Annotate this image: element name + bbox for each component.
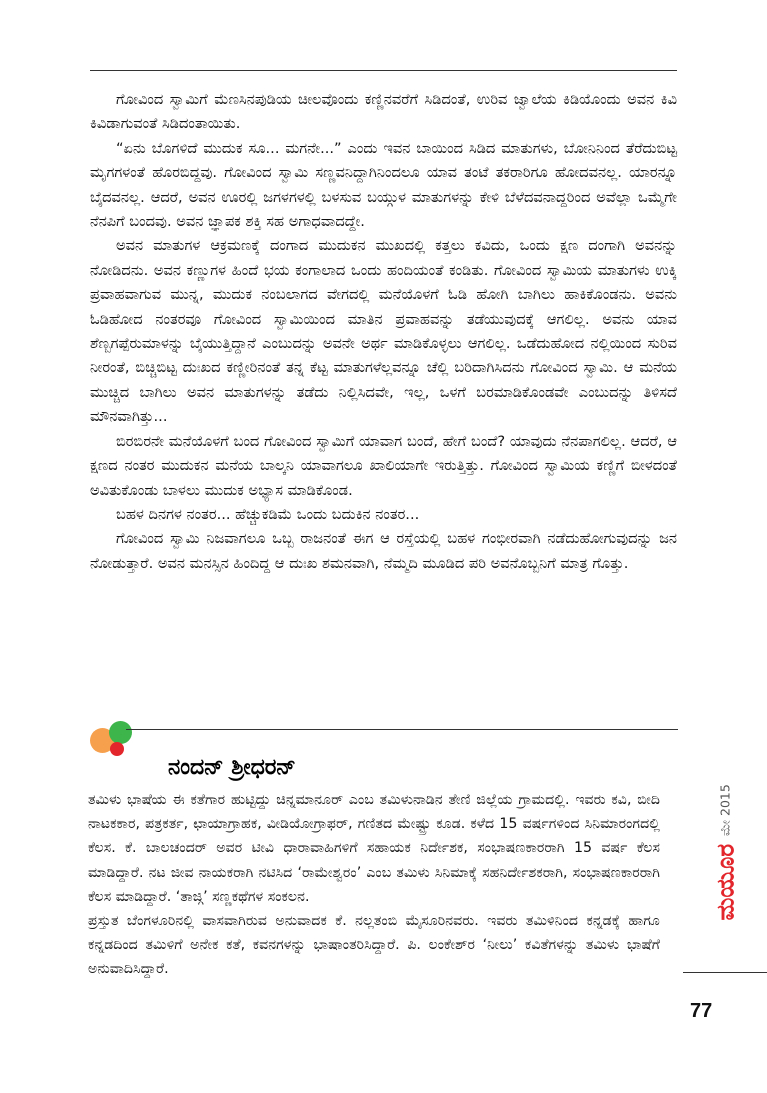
- red-dot-icon: [110, 742, 124, 756]
- author-name: ನಂದನ್ ಶ್ರೀಧರನ್: [168, 755, 296, 780]
- issue-date: ಮೇ 2015: [717, 784, 733, 836]
- top-divider: [90, 70, 677, 71]
- story-paragraph: ಅವನ ಮಾತುಗಳ ಆಕ್ರಮಣಕ್ಕೆ ದಂಗಾದ ಮುದುಕನ ಮುಖದಲ್ಲಿ ಕತ್ತಲು ಕವಿದು, ಒಂದು ಕ್ಷಣ ದಂಗಾಗಿ ಅವನನ್ನು ನೋಡಿದನು. ಅವನ ಕಣ್ಣುಗಳ ಹಿಂದೆ ಭಯ ಕಂಗಾಲಾದ ಒಂದು ಹಂದಿಯಂತೆ ಕಂಡಿತು. ಗೋವಿಂದ ಸ್ವಾಮಿಯ ಮಾತುಗಳು ಉಕ್ಕಿ ಪ್ರವಾಹವಾಗುವ ಮುನ್ನ, ಮುದುಕ ನಂಬಲಾಗದ ವೇಗದಲ್ಲಿ ಮನೆಯೊಳಗೆ ಓಡಿ ಹೋಗಿ ಬಾಗಿಲು ಹಾಕಿಕೊಂಡನು. ಅವನು ಓಡಿಹೋದ ನಂತರವೂ ಗೋವಿಂದ ಸ್ವಾಮಿಯಿಂದ ಮಾತಿನ ಪ್ರವಾಹವನ್ನು ತಡೆಯುವುದಕ್ಕೆ ಆಗಲಿಲ್ಲ. ಅವನು ಯಾವ ಶೆಣ್ಬಗಪ್ಪೆರುಮಾಳನ್ನು ಬೈಯುತ್ತಿದ್ದಾನೆ ಎಂಬುದನ್ನು ಅವನೇ ಅರ್ಥ ಮಾಡಿಕೊಳ್ಳಲು ಆಗಲಿಲ್ಲ. ಒಡೆದುಹೋದ ನಲ್ಲಿಯಿಂದ ಸುರಿವ ನೀರಂತೆ, ಬಿಚ್ಚಿಬಿಟ್ಟ ದುಃಖದ ಕಣ್ಣೀರಿನಂತೆ ತನ್ನ ಕೆಟ್ಟ ಮಾತುಗಳೆಲ್ಲವನ್ನೂ ಚೆಲ್ಲಿ ಬರಿದಾಗಿಸಿದನು ಗೋವಿಂದ ಸ್ವಾಮಿ. ಆ ಮನೆಯ ಮುಚ್ಚಿದ ಬಾಗಿಲು ಅವನ ಮಾತುಗಳನ್ನು ತಡೆದು ನಿಲ್ಲಿಸಿದವೇ, ಇಲ್ಲ, ಒಳಗೆ ಬರಮಾಡಿಕೊಂಡವೇ ಎಂಬುದನ್ನು ತಿಳಿಸದೆ ಮೌನವಾಗಿತ್ತು...: [90, 237, 677, 426]
- magazine-logo: ಮಯೂರ: [711, 843, 740, 921]
- story-paragraph: “ಏನು ಬೊಗಳಿದೆ ಮುದುಕ ಸೂ... ಮಗನೇ...” ಎಂದು ಇವನ ಬಾಯಿಂದ ಸಿಡಿದ ಮಾತುಗಳು, ಬೋನಿನಿಂದ ತೆರೆದುಬಿಟ್ಟ ಮೃಗಗಳಂತೆ ಹೊರಬಿದ್ದವು. ಗೋವಿಂದ ಸ್ವಾಮಿ ಸಣ್ಣವನಿದ್ದಾಗಿನಿಂದಲೂ ಯಾವ ತಂಟೆ ತಕರಾರಿಗೂ ಹೋದವನಲ್ಲ. ಯಾರನ್ನೂ ಬೈದವನಲ್ಲ. ಆದರೆ, ಅವನ ಊರಲ್ಲಿ ಜಗಳಗಳಲ್ಲಿ ಬಳಸುವ ಬಯ್ಗುಳ ಮಾತುಗಳನ್ನು ಕೇಳಿ ಬೆಳೆದವನಾದ್ದರಿಂದ ಅವೆಲ್ಲಾ ಒಮ್ಮೆಗೇ ನೆನಪಿಗೆ ಬಂದವು. ಅವನ ಜ್ಞಾಪಕ ಶಕ್ತಿ ಸಹ ಅಗಾಧವಾದದ್ದೇ.: [90, 139, 677, 231]
- page-number: 77: [690, 1000, 713, 1022]
- story-paragraph: ಬಹಳ ದಿನಗಳ ನಂತರ... ಹೆಚ್ಚುಕಡಿಮೆ ಒಂದು ಬದುಕಿನ ನಂತರ...: [116, 505, 420, 523]
- story-paragraph: ಗೋವಿಂದ ಸ್ವಾಮಿ ನಿಜವಾಗಲೂ ಒಬ್ಬ ರಾಜನಂತೆ ಈಗ ಆ ರಸ್ತೆಯಲ್ಲಿ ಬಹಳ ಗಂಭೀರವಾಗಿ ನಡೆದುಹೋಗುವುದನ್ನು ಜನ ನೋಡುತ್ತಾರೆ. ಅವನ ಮನಸ್ಸಿನ ಹಿಂದಿದ್ದ ಆ ದುಃಖ ಶಮನವಾಗಿ, ನೆಮ್ಮದಿ ಮೂಡಿದ ಪರಿ ಅವನೊಬ್ಬನಿಗೆ ಮಾತ್ರ ಗೊತ್ತು.: [90, 530, 677, 572]
- author-bio: [88, 788, 660, 982]
- story-paragraph: ಬಿರಬಿರನೇ ಮನೆಯೊಳಗೆ ಬಂದ ಗೋವಿಂದ ಸ್ವಾಮಿಗೆ ಯಾವಾಗ ಬಂದೆ, ಹೇಗೆ ಬಂದೆ? ಯಾವುದು ನೆನಪಾಗಲಿಲ್ಲ. ಆದರೆ, ಆ ಕ್ಷಣದ ನಂತರ ಮುದುಕನ ಮನೆಯ ಬಾಲ್ಕನಿ ಯಾವಾಗಲೂ ಖಾಲಿಯಾಗೇ ಇರುತ್ತಿತ್ತು. ಗೋವಿಂದ ಸ್ವಾಮಿಯ ಕಣ್ಣಿಗೆ ಬೀಳದಂತೆ ಅವಿತುಕೊಂಡು ಬಾಳಲು ಮುದುಕ ಅಭ್ಯಾಸ ಮಾಡಿಕೊಂಡ.: [90, 432, 677, 499]
- bio-paragraph: ತಮಿಳು ಭಾಷೆಯ ಈ ಕತೆಗಾರ ಹುಟ್ಟಿದ್ದು ಚಿನ್ನಮಾನೂರ್ ಎಂಬ ತಮಿಳುನಾಡಿನ ತೇಣಿ ಜಿಲ್ಲೆಯ ಗ್ರಾಮದಲ್ಲಿ. ಇವರು ಕವಿ, ಬೀದಿ ನಾಟಕಕಾರ, ಪತ್ರಕರ್ತ, ಛಾಯಾಗ್ರಾಹಕ, ವೀಡಿಯೋಗ್ರಾಫರ್, ಗಣಿತದ ಮೇಷ್ಟ್ರು ಕೂಡ. ಕಳೆದ 15 ವರ್ಷಗಳಿಂದ ಸಿನಿಮಾರಂಗದಲ್ಲಿ ಕೆಲಸ. ಕೆ. ಬಾಲಚಂದರ್ ಅವರ ಟೀವಿ ಧಾರಾವಾಹಿಗಳಿಗೆ ಸಹಾಯಕ ನಿರ್ದೇಶಕ, ಸಂಭಾಷಣಕಾರರಾಗಿ 15 ವರ್ಷ ಕೆಲಸ ಮಾಡಿದ್ದಾರೆ. ನಟ ಜೀವ ನಾಯಕರಾಗಿ ನಟಿಸಿದ ‘ರಾಮೇಶ್ವರಂ’ ಎಂಬ ತಮಿಳು ಸಿನಿಮಾಕ್ಕೆ ಸಹನಿರ್ದೇಶಕರಾಗಿ, ಸಂಭಾಷಣಕಾರರಾಗಿ ಕೆಲಸ ಮಾಡಿದ್ದಾರೆ. ‘ತಾಜ್ಗಿ’ ಸಣ್ಣಕಥೆಗಳ ಸಂಕಲನ.: [88, 792, 660, 905]
- story-paragraph: ಗೋವಿಂದ ಸ್ವಾಮಿಗೆ ಮೆಣಸಿನಪುಡಿಯ ಚೀಲವೊಂದು ಕಣ್ಣಿನವರೆಗೆ ಸಿಡಿದಂತೆ, ಉರಿವ ಜ್ವಾಲೆಯ ಕಿಡಿಯೊಂದು ಅವನ ಕಿವಿ ಕಿವಿಡಾಗುವಂತೆ ಸಿಡಿದಂತಾಯಿತು.: [90, 91, 677, 133]
- author-bio-header: [86, 718, 678, 778]
- page-number-divider: [683, 972, 767, 973]
- magazine-sidebar: [651, 784, 767, 921]
- bio-divider: [126, 729, 678, 730]
- green-dot-icon: [109, 721, 132, 744]
- bio-paragraph: ಪ್ರಸ್ತುತ ಬೆಂಗಳೂರಿನಲ್ಲಿ ವಾಸವಾಗಿರುವ ಅನುವಾದಕ ಕೆ. ನಲ್ಲತಂಬಿ ಮೈಸೂರಿನವರು. ಇವರು ತಮಿಳಿನಿಂದ ಕನ್ನಡಕ್ಕೆ ಹಾಗೂ ಕನ್ನಡದಿಂದ ತಮಿಳಿಗೆ ಅನೇಕ ಕತೆ, ಕವನಗಳನ್ನು ಭಾಷಾಂತರಿಸಿದ್ದಾರೆ. ಪಿ. ಲಂಕೇಶ್‌ರ ‘ನೀಲು’ ಕವಿತೆಗಳನ್ನು ತಮಿಳು ಭಾಷೆಗೆ ಅನುವಾದಿಸಿದ್ದಾರೆ.: [88, 913, 660, 978]
- story-text: [90, 88, 677, 576]
